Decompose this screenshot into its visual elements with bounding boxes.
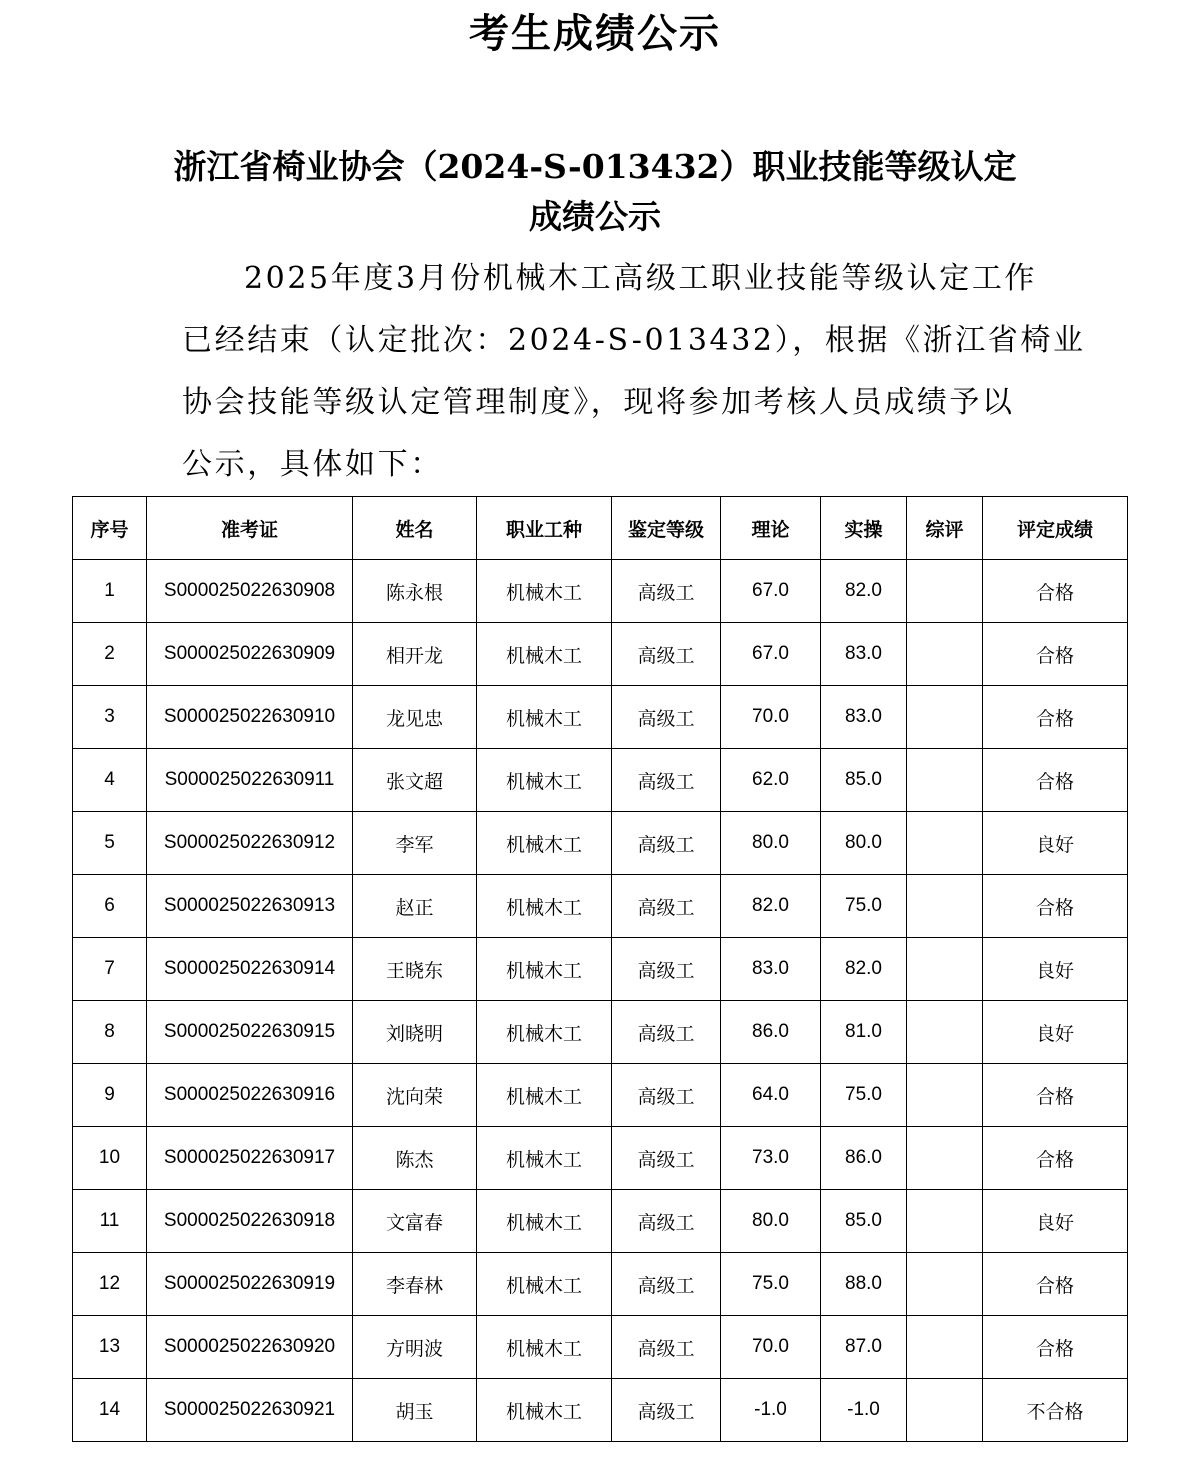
cell-practice: 86.0 <box>821 1127 907 1190</box>
cell-theory: 75.0 <box>721 1253 821 1316</box>
cell-index: 3 <box>73 686 147 749</box>
cell-theory: 70.0 <box>721 1316 821 1379</box>
cell-theory: 67.0 <box>721 623 821 686</box>
cell-result: 合格 <box>983 1127 1128 1190</box>
cell-overall <box>907 1190 983 1253</box>
cell-result: 合格 <box>983 749 1128 812</box>
cell-theory: 73.0 <box>721 1127 821 1190</box>
cell-result: 合格 <box>983 1253 1128 1316</box>
cell-level: 高级工 <box>612 1253 721 1316</box>
cell-practice: 83.0 <box>821 623 907 686</box>
cell-level: 高级工 <box>612 1001 721 1064</box>
cell-theory: 80.0 <box>721 1190 821 1253</box>
cell-occupation: 机械木工 <box>477 812 612 875</box>
header-overall: 综评 <box>907 497 983 560</box>
cell-level: 高级工 <box>612 938 721 1001</box>
cell-overall <box>907 623 983 686</box>
page-title: 考生成绩公示 <box>469 10 721 57</box>
cell-index: 13 <box>73 1316 147 1379</box>
table-row <box>73 623 1128 686</box>
table-header-row <box>73 497 1128 560</box>
cell-practice: 82.0 <box>821 938 907 1001</box>
cell-level: 高级工 <box>612 1379 721 1442</box>
cell-name: 沈向荣 <box>353 1064 477 1127</box>
cell-index: 9 <box>73 1064 147 1127</box>
cell-occupation: 机械木工 <box>477 1253 612 1316</box>
cell-occupation: 机械木工 <box>477 749 612 812</box>
notice-heading <box>170 142 1020 242</box>
cell-index: 1 <box>73 560 147 623</box>
cell-exam-ticket: S000025022630914 <box>147 938 353 1001</box>
cell-overall <box>907 686 983 749</box>
cell-result: 良好 <box>983 1190 1128 1253</box>
cell-practice: 83.0 <box>821 686 907 749</box>
cell-index: 14 <box>73 1379 147 1442</box>
cell-overall <box>907 1379 983 1442</box>
cell-theory: 70.0 <box>721 686 821 749</box>
cell-result: 合格 <box>983 686 1128 749</box>
cell-occupation: 机械木工 <box>477 1064 612 1127</box>
cell-result: 良好 <box>983 812 1128 875</box>
cell-exam-ticket: S000025022630918 <box>147 1190 353 1253</box>
cell-exam-ticket: S000025022630916 <box>147 1064 353 1127</box>
cell-overall <box>907 875 983 938</box>
cell-occupation: 机械木工 <box>477 1127 612 1190</box>
cell-overall <box>907 1001 983 1064</box>
cell-exam-ticket: S000025022630908 <box>147 560 353 623</box>
intro-line: 公示，具体如下： <box>182 447 443 482</box>
cell-exam-ticket: S000025022630910 <box>147 686 353 749</box>
cell-overall <box>907 560 983 623</box>
cell-practice: -1.0 <box>821 1379 907 1442</box>
cell-occupation: 机械木工 <box>477 686 612 749</box>
cell-index: 7 <box>73 938 147 1001</box>
header-index: 序号 <box>73 497 147 560</box>
cell-name: 赵正 <box>353 875 477 938</box>
cell-index: 10 <box>73 1127 147 1190</box>
cell-exam-ticket: S000025022630912 <box>147 812 353 875</box>
cell-overall <box>907 938 983 1001</box>
cell-practice: 88.0 <box>821 1253 907 1316</box>
cell-index: 6 <box>73 875 147 938</box>
table-row <box>73 1127 1128 1190</box>
cell-index: 5 <box>73 812 147 875</box>
cell-theory: -1.0 <box>721 1379 821 1442</box>
cell-result: 合格 <box>983 1316 1128 1379</box>
cell-name: 龙见忠 <box>353 686 477 749</box>
cell-level: 高级工 <box>612 1127 721 1190</box>
table-row <box>73 1379 1128 1442</box>
cell-level: 高级工 <box>612 1190 721 1253</box>
cell-exam-ticket: S000025022630911 <box>147 749 353 812</box>
cell-level: 高级工 <box>612 1064 721 1127</box>
cell-name: 刘晓明 <box>353 1001 477 1064</box>
cell-result: 良好 <box>983 1001 1128 1064</box>
cell-level: 高级工 <box>612 749 721 812</box>
cell-index: 11 <box>73 1190 147 1253</box>
cell-result: 合格 <box>983 1064 1128 1127</box>
cell-theory: 67.0 <box>721 560 821 623</box>
cell-name: 张文超 <box>353 749 477 812</box>
cell-overall <box>907 812 983 875</box>
cell-overall <box>907 1316 983 1379</box>
cell-name: 相开龙 <box>353 623 477 686</box>
header-occupation: 职业工种 <box>477 497 612 560</box>
table-row <box>73 749 1128 812</box>
cell-occupation: 机械木工 <box>477 875 612 938</box>
header-result: 评定成绩 <box>983 497 1128 560</box>
cell-index: 8 <box>73 1001 147 1064</box>
cell-theory: 80.0 <box>721 812 821 875</box>
cell-exam-ticket: S000025022630917 <box>147 1127 353 1190</box>
cell-theory: 83.0 <box>721 938 821 1001</box>
cell-result: 合格 <box>983 875 1128 938</box>
header-exam-ticket: 准考证 <box>147 497 353 560</box>
table-row <box>73 1001 1128 1064</box>
table-row <box>73 875 1128 938</box>
header-level: 鉴定等级 <box>612 497 721 560</box>
header-name: 姓名 <box>353 497 477 560</box>
score-table <box>72 496 1128 1442</box>
cell-occupation: 机械木工 <box>477 623 612 686</box>
cell-occupation: 机械木工 <box>477 560 612 623</box>
cell-name: 胡玉 <box>353 1379 477 1442</box>
table-row <box>73 1316 1128 1379</box>
intro-line: 2025年度3月份机械木工高级工职业技能等级认定工作 <box>244 261 1038 296</box>
cell-exam-ticket: S000025022630915 <box>147 1001 353 1064</box>
table-row <box>73 560 1128 623</box>
cell-index: 12 <box>73 1253 147 1316</box>
cell-occupation: 机械木工 <box>477 1190 612 1253</box>
cell-result: 不合格 <box>983 1379 1128 1442</box>
notice-heading-line: 浙江省椅业协会（2024-S-013432）职业技能等级认定 <box>173 147 1017 186</box>
table-row <box>73 1064 1128 1127</box>
table-row <box>73 1190 1128 1253</box>
cell-occupation: 机械木工 <box>477 1379 612 1442</box>
cell-practice: 80.0 <box>821 812 907 875</box>
cell-name: 文富春 <box>353 1190 477 1253</box>
cell-overall <box>907 1127 983 1190</box>
cell-name: 陈杰 <box>353 1127 477 1190</box>
cell-level: 高级工 <box>612 812 721 875</box>
cell-result: 合格 <box>983 623 1128 686</box>
intro-line: 已经结束（认定批次：2024-S-013432），根据《浙江省椅业 <box>182 323 1086 358</box>
cell-level: 高级工 <box>612 1316 721 1379</box>
header-theory: 理论 <box>721 497 821 560</box>
cell-level: 高级工 <box>612 686 721 749</box>
cell-name: 李春林 <box>353 1253 477 1316</box>
cell-level: 高级工 <box>612 560 721 623</box>
cell-name: 李军 <box>353 812 477 875</box>
cell-occupation: 机械木工 <box>477 1001 612 1064</box>
cell-name: 方明波 <box>353 1316 477 1379</box>
cell-theory: 62.0 <box>721 749 821 812</box>
cell-theory: 82.0 <box>721 875 821 938</box>
cell-practice: 75.0 <box>821 1064 907 1127</box>
table-row <box>73 686 1128 749</box>
cell-practice: 81.0 <box>821 1001 907 1064</box>
table-row <box>73 938 1128 1001</box>
cell-practice: 75.0 <box>821 875 907 938</box>
cell-practice: 85.0 <box>821 749 907 812</box>
cell-name: 陈永根 <box>353 560 477 623</box>
cell-practice: 87.0 <box>821 1316 907 1379</box>
cell-level: 高级工 <box>612 875 721 938</box>
intro-paragraph <box>182 248 1086 496</box>
table-row <box>73 1253 1128 1316</box>
cell-index: 2 <box>73 623 147 686</box>
cell-overall <box>907 1253 983 1316</box>
cell-exam-ticket: S000025022630909 <box>147 623 353 686</box>
cell-overall <box>907 1064 983 1127</box>
cell-exam-ticket: S000025022630921 <box>147 1379 353 1442</box>
cell-theory: 86.0 <box>721 1001 821 1064</box>
cell-theory: 64.0 <box>721 1064 821 1127</box>
table-row <box>73 812 1128 875</box>
cell-name: 王晓东 <box>353 938 477 1001</box>
cell-overall <box>907 749 983 812</box>
cell-index: 4 <box>73 749 147 812</box>
cell-occupation: 机械木工 <box>477 1316 612 1379</box>
cell-practice: 85.0 <box>821 1190 907 1253</box>
notice-heading-line: 成绩公示 <box>529 197 661 236</box>
intro-line: 协会技能等级认定管理制度》，现将参加考核人员成绩予以 <box>182 385 1015 420</box>
cell-exam-ticket: S000025022630919 <box>147 1253 353 1316</box>
cell-exam-ticket: S000025022630913 <box>147 875 353 938</box>
cell-occupation: 机械木工 <box>477 938 612 1001</box>
cell-result: 良好 <box>983 938 1128 1001</box>
cell-result: 合格 <box>983 560 1128 623</box>
header-practice: 实操 <box>821 497 907 560</box>
cell-practice: 82.0 <box>821 560 907 623</box>
cell-exam-ticket: S000025022630920 <box>147 1316 353 1379</box>
cell-level: 高级工 <box>612 623 721 686</box>
